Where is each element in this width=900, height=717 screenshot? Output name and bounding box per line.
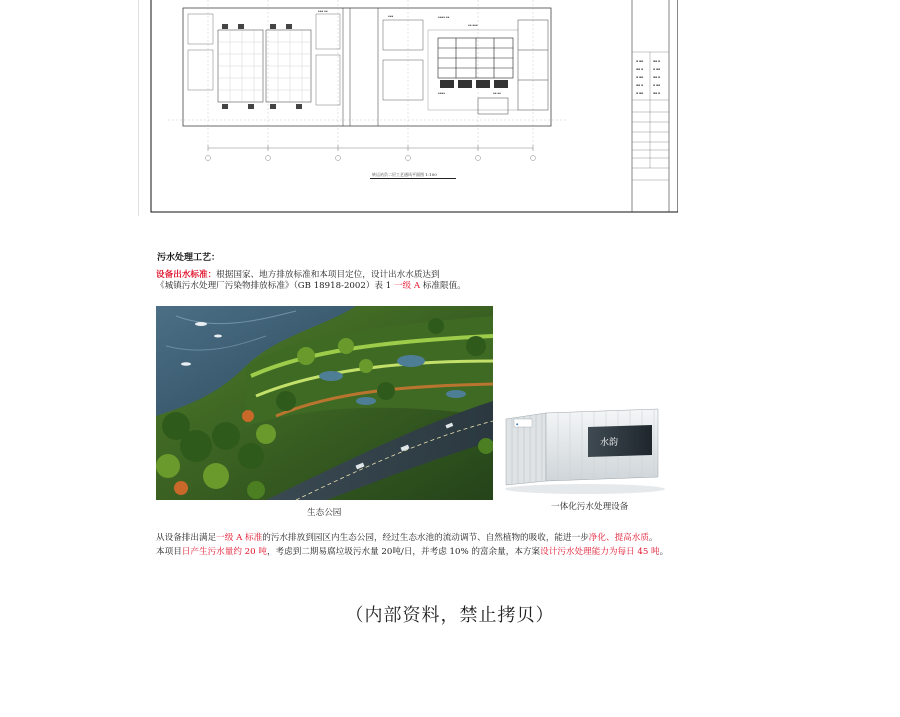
svg-text:▪ ▪▪: ▪ ▪▪ <box>636 91 644 95</box>
treatment-unit-illustration <box>500 405 668 497</box>
drawing-caption-underline <box>370 178 456 179</box>
p2-text-c: ，考虑到二期易腐垃圾污水量 20吨/日，并考虑 10% 的富余量，本方案 <box>266 547 541 557</box>
svg-text:▪ ▪▪: ▪ ▪▪ <box>653 83 661 87</box>
svg-text:▪▪ ▪: ▪▪ ▪ <box>653 91 661 95</box>
paragraph-line-1 <box>156 531 658 543</box>
svg-text:▪▪ ▪▪▪: ▪▪ ▪▪▪ <box>468 24 478 27</box>
drawing-caption: 转运站负二层工艺通风平面图 1:100 <box>372 172 437 177</box>
p2-highlight-daily: 日产生污水量约 20 吨 <box>181 547 267 557</box>
cad-floor-plan-svg <box>138 0 678 216</box>
unit-logo-text: 水韵 <box>600 438 619 448</box>
p1-highlight-standard: 一级 A 标准 <box>216 533 263 543</box>
p2-text-e: 。 <box>659 547 669 557</box>
p1-highlight-quality: 净化、提高水质 <box>588 533 649 543</box>
standard-text-1: 根据国家、地方排放标准和本项目定位，设计出水水质达到 <box>216 270 440 280</box>
confidential-note: （内部资料，禁止拷贝） <box>345 605 555 626</box>
section-heading: 污水处理工艺： <box>157 253 221 263</box>
cad-floor-plan <box>138 0 678 216</box>
standard-label: 设备出水标准： <box>156 270 217 280</box>
svg-text:▪ ▪▪: ▪ ▪▪ <box>636 59 644 63</box>
svg-text:▪▪ ▪: ▪▪ ▪ <box>653 59 661 63</box>
ecological-park-illustration <box>156 306 493 500</box>
svg-text:▪ ▪▪: ▪ ▪▪ <box>653 67 661 71</box>
standard-text-2c: 标准限值。 <box>420 281 466 291</box>
svg-text:▪▪▪▪: ▪▪▪▪ <box>438 92 446 95</box>
ecological-park-image <box>156 306 493 500</box>
p1-text-a: 从设备排出满足 <box>156 533 217 543</box>
svg-text:▪▪ ▪: ▪▪ ▪ <box>636 67 644 71</box>
svg-text:▪▪▪: ▪▪▪ <box>388 15 394 18</box>
standard-line-2 <box>156 279 466 291</box>
p1-text-e: 。 <box>648 533 658 543</box>
unit-caption: 一体化污水处理设备 <box>551 502 629 512</box>
park-caption: 生态公园 <box>307 508 342 518</box>
integrated-treatment-unit-image <box>500 405 668 497</box>
p2-text-a: 本项目 <box>156 547 182 557</box>
p1-text-c: 的污水排放到园区内生态公园，经过生态水池的流动调节、自然植物的吸收，能进一步 <box>262 533 589 543</box>
standard-grade: 一级 A <box>393 281 421 291</box>
svg-text:▪▪ ▪▪: ▪▪ ▪▪ <box>493 92 501 95</box>
p2-highlight-capacity: 设计污水处理能力为每日 45 吨 <box>540 547 660 557</box>
paragraph-line-2 <box>156 545 668 557</box>
svg-text:▪▪ ▪: ▪▪ ▪ <box>653 75 661 79</box>
svg-text:◆: ◆ <box>516 422 519 426</box>
svg-text:▪▪▪ ▪▪: ▪▪▪ ▪▪ <box>318 10 328 13</box>
svg-text:▪▪ ▪: ▪▪ ▪ <box>636 83 644 87</box>
standard-text-2a: 《城镇污水处理厂污染物排放标准》（GB 18918-2002）表 1 <box>156 281 392 291</box>
svg-text:▪▪▪▪ ▪▪: ▪▪▪▪ ▪▪ <box>438 16 450 19</box>
svg-text:▪ ▪▪: ▪ ▪▪ <box>636 75 644 79</box>
